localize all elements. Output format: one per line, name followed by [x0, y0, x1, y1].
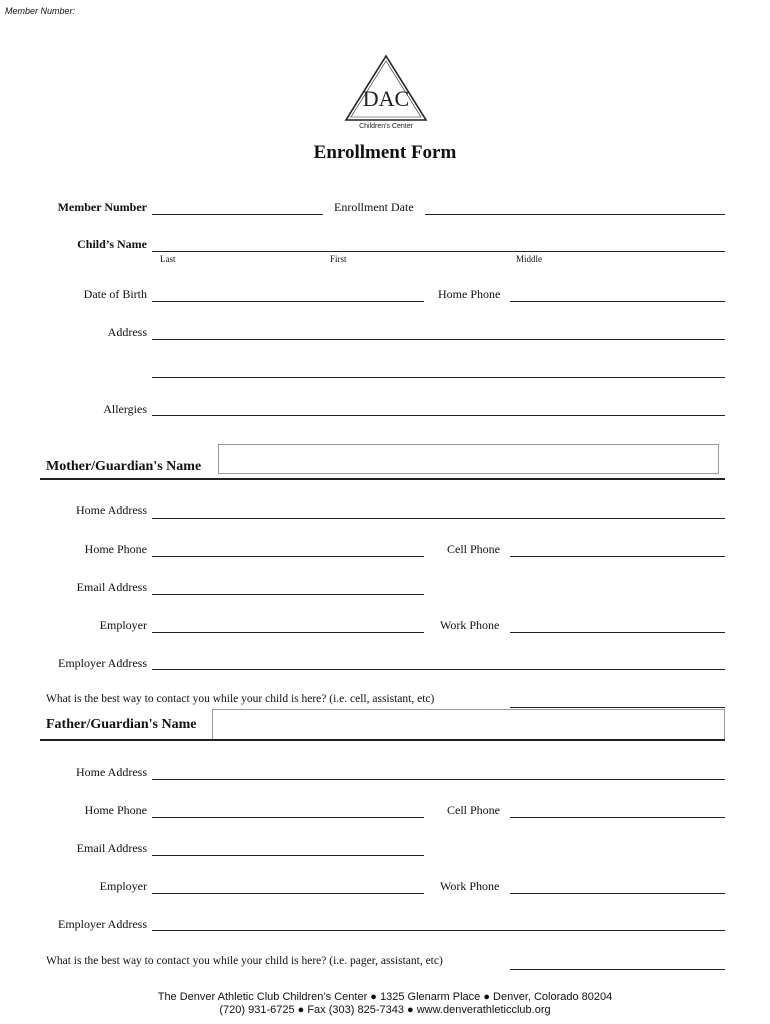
father-email-label: Email Address: [76, 841, 147, 855]
childs-name-label: Child’s Name: [77, 237, 147, 251]
mother-employer-label: Employer: [99, 618, 147, 632]
footer-address-line: The Denver Athletic Club Children’s Center ● 1325 Glenarm Place ● Denver, Colorado 80204: [157, 991, 613, 1003]
middle-name-hint: Middle: [516, 254, 542, 264]
footer: [0, 991, 770, 1017]
dob-label: Date of Birth: [83, 287, 147, 301]
mother-employer-field[interactable]: [152, 618, 424, 633]
father-work-phone-field[interactable]: [510, 879, 725, 894]
mother-home-address-field[interactable]: [152, 504, 725, 519]
father-section-divider: [40, 739, 725, 741]
mother-section-heading: Mother/Guardian's Name: [46, 459, 202, 474]
allergies-label: Allergies: [103, 402, 147, 416]
dac-logo: [340, 50, 432, 130]
mother-work-phone-field[interactable]: [510, 618, 725, 633]
mother-email-label: Email Address: [76, 580, 147, 594]
father-home-address-label: Home Address: [76, 765, 147, 779]
father-employer-address-label: Employer Address: [58, 917, 147, 931]
father-home-phone-label: Home Phone: [84, 803, 147, 817]
father-section-heading: Father/Guardian's Name: [46, 717, 197, 732]
member-number-field[interactable]: [152, 200, 323, 215]
address-field-line2[interactable]: [152, 363, 725, 378]
first-name-hint: First: [330, 254, 347, 264]
mother-cell-phone-label: Cell Phone: [447, 542, 500, 556]
last-name-hint: Last: [160, 254, 176, 264]
father-employer-field[interactable]: [152, 879, 424, 894]
mother-name-input[interactable]: [218, 444, 719, 474]
logo-caption: Children's Center: [359, 123, 413, 130]
address-field-line1[interactable]: [152, 325, 725, 340]
address-label: Address: [107, 325, 147, 339]
mother-home-address-label: Home Address: [76, 503, 147, 517]
father-cell-phone-label: Cell Phone: [447, 803, 500, 817]
mother-employer-address-label: Employer Address: [58, 656, 147, 670]
father-employer-address-field[interactable]: [152, 916, 725, 931]
mother-section-divider: [40, 478, 725, 480]
form-title: Enrollment Form: [313, 142, 457, 163]
father-name-input[interactable]: [212, 709, 725, 741]
father-contact-question: What is the best way to contact you while your child is here? (i.e. pager, assistant, etc): [46, 955, 443, 967]
father-work-phone-label: Work Phone: [440, 879, 500, 893]
logo-letters: DAC: [362, 86, 410, 111]
mother-home-phone-label: Home Phone: [84, 542, 147, 556]
child-home-phone-field[interactable]: [510, 287, 725, 302]
logo-triangle-icon: [340, 50, 432, 130]
father-email-field[interactable]: [152, 841, 424, 856]
mother-employer-address-field[interactable]: [152, 655, 725, 670]
enrollment-date-label: Enrollment Date: [334, 200, 414, 214]
father-employer-label: Employer: [99, 879, 147, 893]
member-number-header: Member Number:: [5, 6, 76, 16]
member-number-label: Member Number: [57, 200, 147, 214]
mother-contact-field[interactable]: [510, 693, 725, 708]
mother-cell-phone-field[interactable]: [510, 542, 725, 557]
mother-work-phone-label: Work Phone: [440, 618, 500, 632]
father-contact-field[interactable]: [510, 955, 725, 970]
father-home-phone-field[interactable]: [152, 803, 424, 818]
dob-field[interactable]: [152, 287, 424, 302]
childs-name-field[interactable]: [152, 237, 725, 252]
enrollment-date-field[interactable]: [425, 200, 725, 215]
footer-contact-line: (720) 931-6725 ● Fax (303) 825-7343 ● www.denverathleticclub.org: [219, 1004, 551, 1016]
allergies-field[interactable]: [152, 401, 725, 416]
father-home-address-field[interactable]: [152, 765, 725, 780]
mother-email-field[interactable]: [152, 580, 424, 595]
mother-home-phone-field[interactable]: [152, 542, 424, 557]
father-cell-phone-field[interactable]: [510, 803, 725, 818]
mother-contact-question: What is the best way to contact you while your child is here? (i.e. cell, assistant, etc): [46, 693, 435, 705]
child-home-phone-label: Home Phone: [438, 287, 501, 301]
